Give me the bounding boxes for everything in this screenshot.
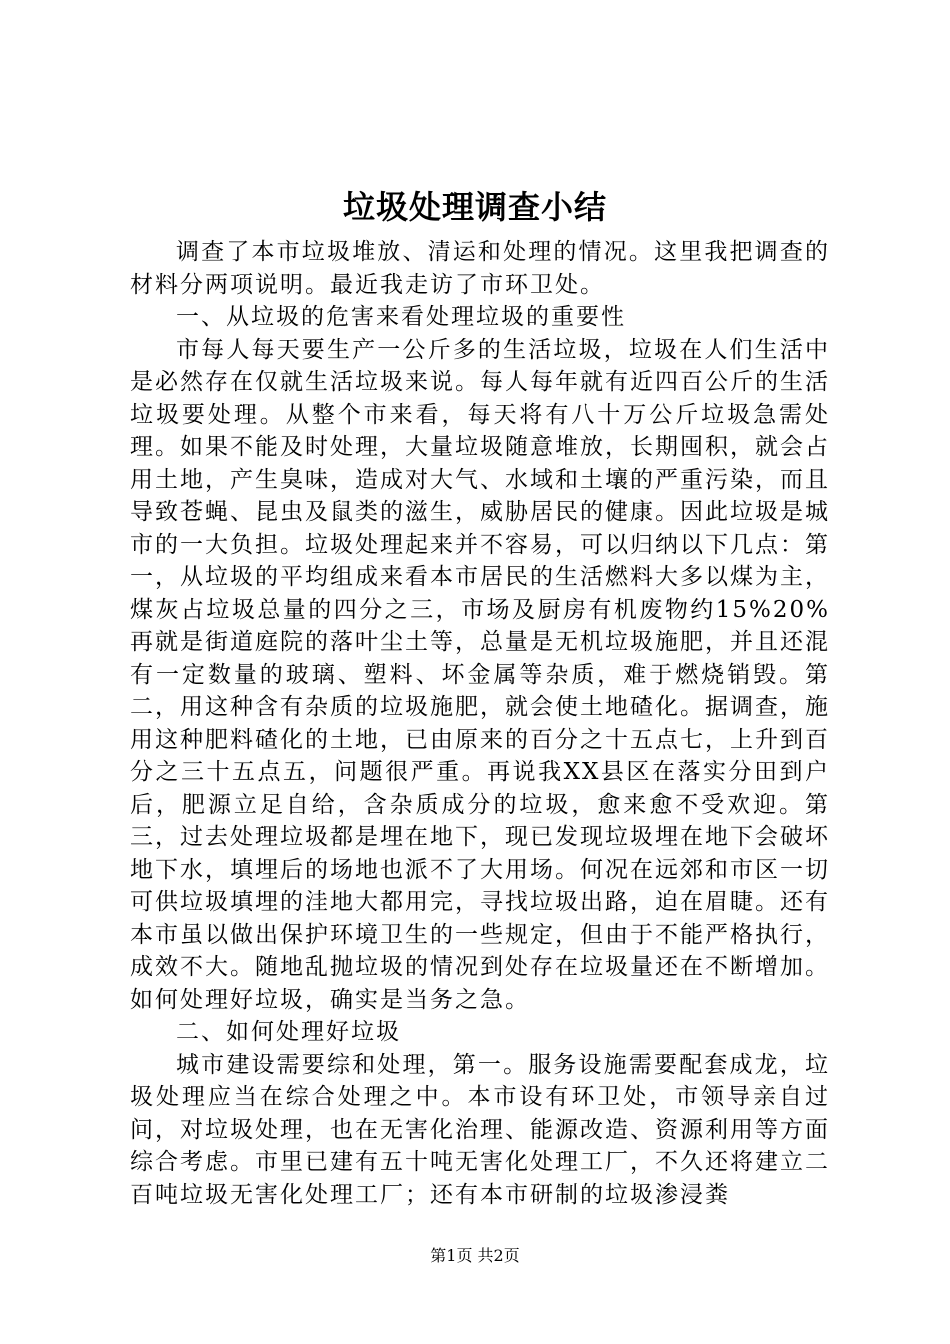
document-body <box>130 236 830 1211</box>
paragraph-section-1: 市每人每天要生产一公斤多的生活垃圾，垃圾在人们生活中是必然存在仅就生活垃圾来说。每人每年就有近四百公斤的生活垃圾要处理。从整个市来看，每天将有八十万公斤垃圾急需处理。如果不能及时处理，大量垃圾随意堆放，长期囤积，就会占用土地，产生臭味，造成对大气、水域和土壤的严重污染，而且导致苍蝇、昆虫及鼠类的滋生，威胁居民的健康。因此垃圾是城市的一大负担。垃圾处理起来并不容易，可以归纳以下几点：第一，从垃圾的平均组成来看本市居民的生活燃料大多以煤为主，煤灰占垃圾总量的四分之三，市场及厨房有机废物约15%20%再就是街道庭院的落叶尘土等，总量是无机垃圾施肥，并且还混有一定数量的玻璃、塑料、坏金属等杂质，难于燃烧销毁。第二，用这种含有杂质的垃圾施肥，就会使土地碴化。据调查，施用这种肥料碴化的土地，已由原来的百分之十五点七，上升到百分之三十五点五，问题很严重。再说我XX县区在落实分田到户后，肥源立足自给，含杂质成分的垃圾，愈来愈不受欢迎。第三，过去处理垃圾都是埋在地下，现已发现垃圾埋在地下会破坏地下水，填埋后的场地也派不了大用场。何况在远郊和市区一切可供垃圾填埋的洼地大都用完，寻找垃圾出路，迫在眉睫。还有本市虽以做出保护环境卫生的一些规定，但由于不能严格执行，成效不大。随地乱抛垃圾的情况到处存在垃圾量还在不断增加。如何处理好垃圾，确实是当务之急。 <box>130 336 830 1013</box>
section-heading-1: 一、从垃圾的危害来看处理垃圾的重要性 <box>176 304 626 330</box>
document-title: 垃圾处理调查小结 <box>342 188 607 226</box>
section-heading-2: 二、如何处理好垃圾 <box>176 1019 401 1045</box>
page-number-footer: 第1页 共2页 <box>430 1246 520 1265</box>
paragraph-section-2: 城市建设需要综和处理，第一。服务设施需要配套成龙，垃圾处理应当在综合处理之中。本市设有环卫处，市领导亲自过问，对垃圾处理，也在无害化治理、能源改造、资源利用等方面综合考虑。市里已建有五十吨无害化处理工厂，不久还将建立二百吨垃圾无害化处理工厂；还有本市研制的垃圾渗浸粪 <box>130 1051 830 1208</box>
paragraph-intro: 调查了本市垃圾堆放、清运和处理的情况。这里我把调查的材料分两项说明。最近我走访了市环卫处。 <box>130 239 830 298</box>
